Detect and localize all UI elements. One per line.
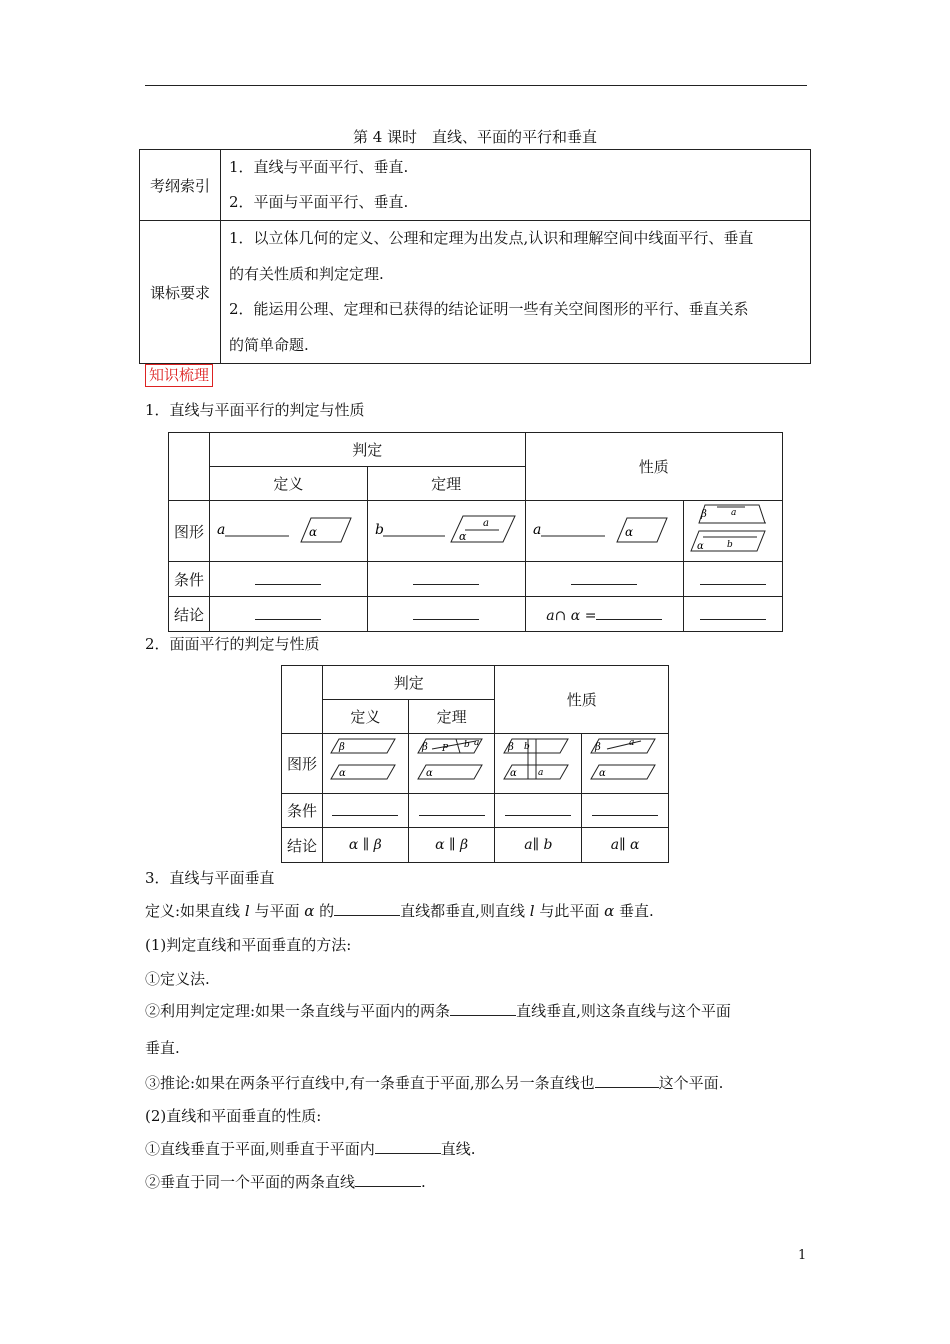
blank [375, 1139, 441, 1154]
s1-col-def: 定义 [210, 467, 368, 501]
svg-text:a: a [217, 522, 226, 538]
s2-col-def: 定义 [322, 700, 408, 734]
s2-fig-prop2 [582, 734, 669, 794]
svg-text:a: a [629, 737, 635, 748]
svg-text:β: β [595, 741, 601, 753]
blank [592, 801, 658, 816]
svg-text:α: α [309, 525, 318, 539]
standard-line-3: 2．能运用公理、定理和已获得的结论证明一些有关空间图形的平行、垂直关系 [229, 300, 749, 318]
s2-row-cond: 条件 [282, 794, 323, 828]
header-rule [145, 85, 807, 86]
intro-table [139, 149, 811, 364]
label-standard: 课标要求 [140, 221, 221, 364]
s3-heading: 3．直线与平面垂直 [145, 869, 275, 887]
svg-text:β: β [339, 741, 346, 753]
line-plane-parallel-table [168, 432, 783, 632]
svg-text:a: a [731, 508, 737, 518]
section-tag: 知识梳理 [145, 364, 213, 387]
blank [419, 801, 485, 816]
s1-fig-def [210, 501, 368, 562]
plane-plane-parallel-table [281, 665, 669, 863]
svg-text:a: a [538, 767, 544, 778]
s2-heading: 2．面面平行的判定与性质 [145, 635, 320, 653]
s2-conc-2: α ∥ β [408, 828, 495, 863]
blank [596, 605, 662, 620]
s2-fig-thm [408, 734, 495, 794]
s2-conc-4: a∥ α [582, 828, 669, 863]
s1-row-cond: 条件 [169, 562, 210, 597]
blank [255, 605, 321, 620]
s2-conc-3: a∥ b [495, 828, 582, 863]
s1-col-judge: 判定 [210, 433, 525, 467]
s2-col-thm: 定理 [408, 700, 495, 734]
svg-text:α: α [625, 525, 634, 539]
svg-text:a: a [483, 518, 490, 529]
svg-text:b: b [463, 739, 470, 750]
standard-line-2: 的有关性质和判定定理. [229, 264, 384, 283]
s2-col-prop: 性质 [495, 666, 669, 734]
s2-conc-1: α ∥ β [322, 828, 408, 863]
s3-method-2-cont: 垂直. [145, 1039, 180, 1057]
standard-line-4: 的简单命题. [229, 335, 309, 354]
s1-fig-prop1 [525, 501, 684, 562]
blank [505, 801, 571, 816]
svg-text:α: α [697, 541, 704, 552]
svg-text:α: α [339, 767, 347, 779]
svg-text:a: a [473, 737, 479, 748]
s2-fig-prop1 [495, 734, 582, 794]
s1-prop-conc: a∩ α = [546, 607, 597, 624]
svg-text:b: b [524, 741, 531, 752]
blank [355, 1172, 421, 1187]
svg-text:α: α [459, 530, 467, 543]
blank [700, 605, 766, 620]
svg-text:α: α [425, 767, 433, 779]
blank [413, 570, 479, 585]
s3-definition: 定义:如果直线 l 与平面 α 的 直线都垂直,则直线 l 与此平面 α 垂直. [145, 902, 654, 920]
blank [332, 801, 398, 816]
outline-line-2: 2．平面与平面平行、垂直. [229, 193, 409, 211]
blank [595, 1073, 659, 1088]
s2-fig-def [322, 734, 408, 794]
s1-fig-prop2 [684, 501, 783, 562]
s3-method-1: ①定义法. [145, 970, 210, 988]
svg-text:b: b [375, 522, 385, 538]
s3-property-2: ②垂直于同一个平面的两条直线 . [145, 1173, 426, 1191]
svg-text:P: P [441, 743, 448, 754]
s3-property-heading: (2)直线和平面垂直的性质: [145, 1107, 322, 1125]
s1-col-prop: 性质 [525, 433, 783, 501]
svg-text:b: b [727, 540, 733, 550]
s1-fig-thm [367, 501, 525, 562]
s2-col-judge: 判定 [322, 666, 495, 700]
s1-heading: 1．直线与平面平行的判定与性质 [145, 401, 365, 419]
lesson-title: 第 4 课时 直线、平面的平行和垂直 [352, 128, 598, 146]
s1-row-fig: 图形 [169, 501, 210, 562]
s3-property-1: ①直线垂直于平面,则垂直于平面内 直线. [145, 1140, 476, 1158]
blank [413, 605, 479, 620]
blank [255, 570, 321, 585]
label-outline: 考纲索引 [140, 150, 221, 221]
page-number: 1 [798, 1248, 807, 1263]
blank [571, 570, 637, 585]
s3-method-2: ②利用判定定理:如果一条直线与平面内的两条 直线垂直,则这条直线与这个平面 [145, 1002, 731, 1020]
s2-row-conc: 结论 [282, 828, 323, 863]
s3-method-3: ③推论:如果在两条平行直线中,有一条垂直于平面,那么另一条直线也 这个平面. [145, 1074, 724, 1092]
s2-row-fig: 图形 [282, 734, 323, 794]
svg-text:α: α [599, 767, 606, 779]
svg-text:β: β [701, 509, 707, 520]
standard-line-1: 1．以立体几何的定义、公理和定理为出发点,认识和理解空间中线面平行、垂直 [229, 229, 754, 247]
s1-col-thm: 定理 [367, 467, 525, 501]
s1-row-conc: 结论 [169, 597, 210, 632]
blank [700, 570, 766, 585]
blank [450, 1001, 516, 1016]
outline-line-1: 1．直线与平面平行、垂直. [229, 158, 409, 176]
svg-text:α: α [510, 767, 518, 779]
s3-method-heading: (1)判定直线和平面垂直的方法: [145, 936, 352, 954]
blank [334, 901, 400, 916]
svg-text:a: a [533, 522, 542, 538]
svg-text:β: β [421, 741, 428, 753]
svg-text:β: β [508, 741, 515, 753]
